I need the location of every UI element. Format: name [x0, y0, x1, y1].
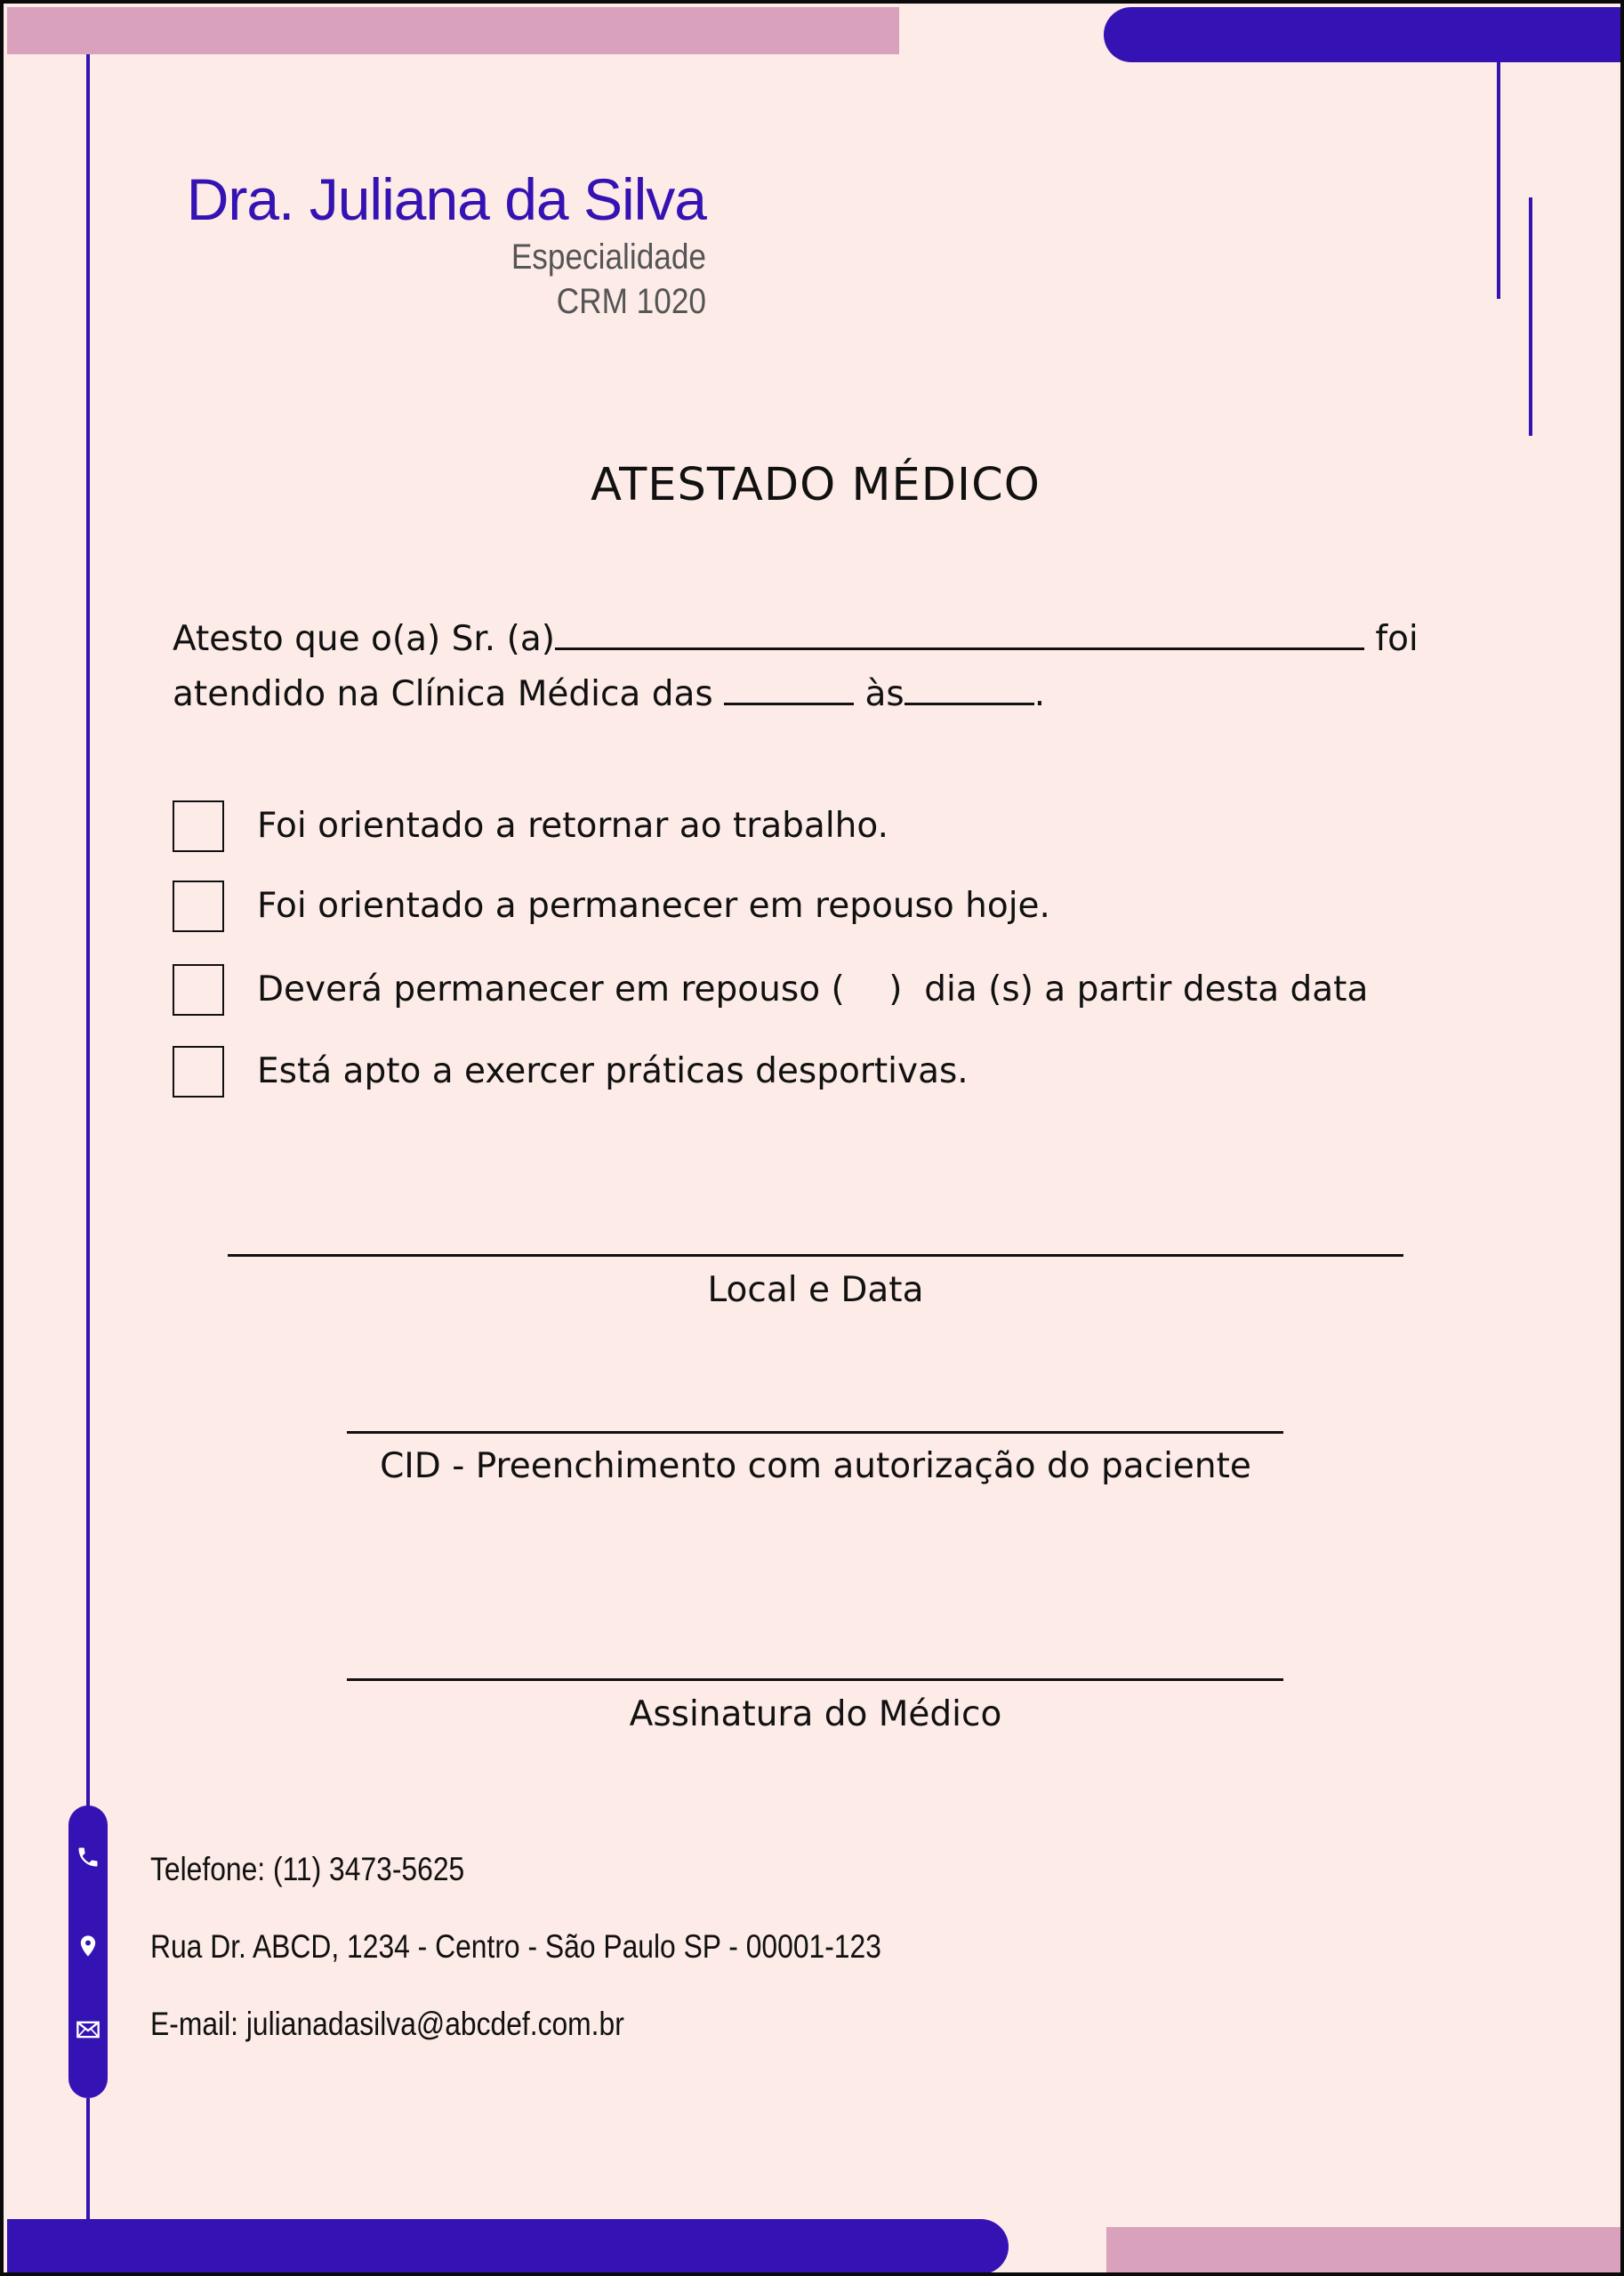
- attestation-suffix: foi: [1375, 619, 1419, 659]
- checkbox-rest-today[interactable]: [173, 881, 224, 932]
- cid-label: CID - Preenchimento com autorização do paciente: [380, 1446, 1251, 1486]
- checkbox-rest-days[interactable]: [173, 964, 224, 1016]
- end-time-blank[interactable]: [904, 671, 1034, 705]
- left-vertical-line-lower: [86, 2098, 90, 2223]
- doctor-name: Dra. Juliana da Silva: [186, 166, 706, 232]
- doctor-header: [137, 164, 706, 324]
- right-vertical-line-2: [1529, 197, 1532, 436]
- doctor-specialty: Especialidade: [511, 237, 706, 277]
- mail-icon: [76, 2017, 100, 2042]
- left-vertical-line: [86, 54, 90, 1806]
- until-text: às: [864, 674, 904, 714]
- location-pin-icon: [76, 1934, 100, 1958]
- contact-address: Rua Dr. ABCD, 1234 - Centro - São Paulo SP - 00001-123: [150, 1928, 881, 1965]
- contact-email: E-mail: julianadasilva@abcdef.com.br: [150, 2006, 624, 2042]
- doctor-signature-label: Assinatura do Médico: [629, 1694, 1002, 1734]
- right-vertical-line-1: [1497, 62, 1500, 299]
- phone-icon: [76, 1845, 100, 1870]
- checkbox-return-to-work[interactable]: [173, 800, 224, 852]
- bottom-blue-bar: [7, 2219, 1009, 2274]
- cid-line[interactable]: [347, 1431, 1283, 1434]
- option-label: Deverá permanecer em repouso ( ) dia (s) a partir desta data: [257, 969, 1369, 1009]
- contact-phone: Telefone: (11) 3473-5625: [150, 1851, 465, 1887]
- contact-icons-pill: [68, 1806, 108, 2098]
- doctor-crm: CRM 1020: [556, 282, 706, 321]
- start-time-blank[interactable]: [724, 671, 854, 705]
- local-date-label: Local e Data: [707, 1270, 924, 1310]
- attestation-line-1: [173, 615, 1419, 662]
- bottom-pink-bar: [1106, 2227, 1624, 2276]
- checkbox-fit-for-sports[interactable]: [173, 1046, 224, 1098]
- option-label: Foi orientado a retornar ao trabalho.: [257, 806, 888, 846]
- line-end-period: .: [1033, 674, 1046, 714]
- attestation-prefix: Atesto que o(a) Sr. (a): [173, 619, 555, 659]
- option-label: Foi orientado a permanecer em repouso hoje.: [257, 886, 1050, 926]
- local-date-line[interactable]: [228, 1254, 1403, 1257]
- doctor-signature-line[interactable]: [347, 1678, 1283, 1681]
- attestation-line-2: [173, 671, 1045, 717]
- top-pink-bar: [7, 7, 899, 54]
- clinic-text: atendido na Clínica Médica das: [173, 674, 713, 714]
- top-blue-bar: [1104, 7, 1624, 62]
- patient-name-blank[interactable]: [555, 615, 1364, 650]
- document-title: ATESTADO MÉDICO: [591, 459, 1041, 511]
- option-label: Está apto a exercer práticas desportivas.: [257, 1051, 969, 1091]
